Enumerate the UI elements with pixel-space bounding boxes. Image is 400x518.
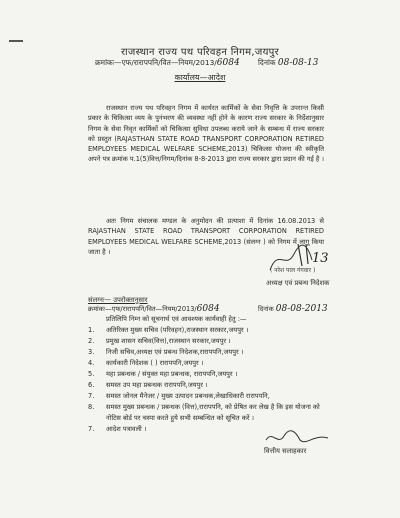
copy-reference-number	[88, 304, 220, 314]
list-item: 8. समस्त मुख्य प्रबन्धक / प्रबन्धक (वित्त),रारापपनि, को प्रेषित कर लेख है कि इस योजना को नोटिस बोर्ड पर चस्पा करते हुये सभी सम्बन्धित को सूचित करें ।	[88, 403, 320, 422]
signatory-1-designation: अध्यक्ष एवं प्रबन्ध निदेशक	[266, 279, 330, 287]
order-title: कार्यालय—आदेश	[174, 73, 226, 82]
copy-intro: प्रतिलिपि निम्न को सूचनार्थ एवं आवश्यक कार्यवाही हेतु :—	[106, 315, 247, 323]
reference-prefix: क्रमांकः—एफ/रारापपनि/वित—नियम/2013/	[95, 58, 217, 67]
order-date	[258, 58, 318, 68]
order-paragraph-2: अतः निगम संचालक मण्डल के अनुमोदन की प्रत्याशा में दिनांक 16.08.2013 से RAJASTHAN STATE ROAD TRANSPORT CORPORATION RETIRED EMPLOYEES MEDICAL WELFARE SCHEME,2013 (संलग्न ) को निगम में लागू किया जाता है ।	[88, 217, 324, 256]
list-item: 6. समस्त उप महा प्रबन्धक रारापपनि,जयपुर ।	[88, 381, 208, 389]
reference-handwritten-number: 6084	[216, 58, 240, 68]
list-item: 5. महा प्रबन्धक / संयुक्त महा प्रबन्धक, रारापपनि,जयपुर ।	[88, 370, 238, 378]
date-handwritten-value: 08-08-13	[277, 58, 319, 68]
copy-date-handwritten-value: 08-08-2013	[275, 304, 328, 314]
list-item: 2. प्रमुख शासन सचिव(वित्त),राजस्थान सरकार,जयपुर ।	[88, 337, 231, 345]
signatory-2-designation: वित्तीय सलाहकार	[264, 447, 307, 455]
distribution-list	[88, 325, 328, 435]
list-item: 3. निजी सचिव,अध्यक्ष एवं प्रबन्ध निदेशक,रारापपनि,जयपुर ।	[88, 348, 244, 356]
copy-reference-handwritten-number: 6084	[196, 304, 220, 314]
copy-date	[258, 304, 328, 314]
organization-name: राजस्थान राज्य पथ परिवहन निगम,जयपुर	[120, 47, 280, 58]
reference-number	[95, 58, 240, 68]
list-item: 4. कार्यकारी निदेशक ( ) रारापपनि,जयपुर ।	[88, 359, 204, 367]
list-item: 7. समस्त जोनल मैनेजर / मुख्य उत्पादन प्रबन्धक,लेखाधिकारी रारापपनि,	[88, 392, 270, 400]
date-label: दिनांक	[258, 58, 276, 67]
enclosure-heading: संलग्नः— उपरोक्तानुसार	[88, 296, 148, 304]
copy-date-label: दिनांक	[258, 305, 274, 313]
signature-2-scrawl-icon	[262, 428, 332, 448]
list-item: 1. अतिरिक्त मुख्य सचिव (परिवहन),राजस्थान सरकार,जयपुर ।	[88, 326, 249, 334]
copy-reference-prefix: क्रमांकः—एफ/रारापपनि/वित—नियम/2013/	[88, 305, 197, 313]
margin-mark	[9, 40, 23, 42]
signature-number: 13	[312, 251, 329, 266]
list-item: 7. आदेश पत्रावली ।	[88, 425, 147, 433]
order-paragraph-1: राजस्थान राज्य पथ परिवहन निगम में कार्यरत कार्मिकों के सेवा निवृत्ति के उपरान्त किसी प्रकार के चिकित्सा व्यय के पुनंभरण की व्यवस्था नहीं होने के कारण राज्य सरकार के निर्देशानुसार निगम के सेवा निवृत कार्मिकों को चिकित्सा सुविधा उपलब्ध कराये जाने के सम्बन्ध में राज्य सरकार को प्रस्तुत (RAJASTHAN STATE ROAD TRANSPORT CORPORATION RETIRED EMPLOYEES MEDICAL WELFARE SCHEME,2013) चिकित्सा योजना की स्वीकृति अपने पत्र क्रमांक प.1(5)वित्त/निगम/दिनांक 8-8-2013 द्वारा राज्य सरकार द्वारा प्रदान की गई है ।	[88, 104, 324, 164]
signatory-1-name: ( नरेश पाल गंगवार )	[270, 267, 316, 274]
